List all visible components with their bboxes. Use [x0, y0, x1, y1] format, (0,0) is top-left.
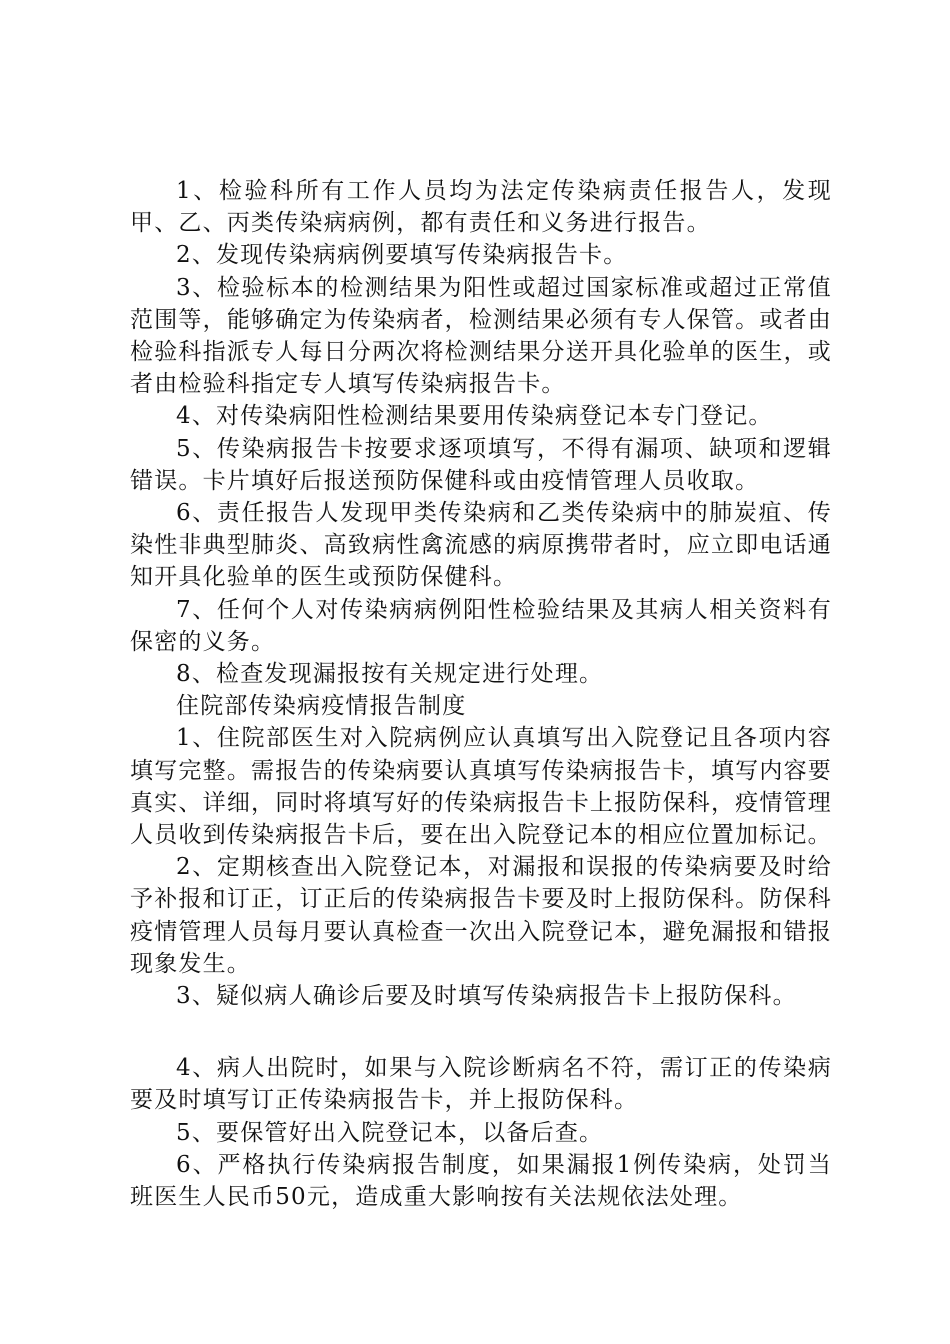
paragraph-lab-item-6: 6、责任报告人发现甲类传染病和乙类传染病中的肺炭疽、传染性非典型肺炎、高致病性禽流感的病原携带者时，应立即电话通知开具化验单的医生或预防保健科。 — [130, 500, 832, 591]
paragraph-ward-item-2: 2、定期核查出入院登记本，对漏报和误报的传染病要及时给予补报和订正，订正后的传染病报告卡要及时上报防保科。防保科疫情管理人员每月要认真检查一次出入院登记本，避免漏报和错报现象发生。 — [130, 854, 832, 977]
paragraph-lab-item-3: 3、检验标本的检测结果为阳性或超过国家标准或超过正常值范围等，能够确定为传染病者，检测结果必须有专人保管。或者由检验科指派专人每日分两次将检测结果分送开具化验单的医生，或者由检验科指定专人填写传染病报告卡。 — [130, 274, 832, 398]
paragraph-ward-item-3: 3、疑似病人确诊后要及时填写传染病报告卡上报防保科。 — [176, 983, 797, 1010]
paragraph-lab-item-4: 4、对传染病阳性检测结果要用传染病登记本专门登记。 — [176, 403, 773, 430]
blank-line — [130, 1012, 832, 1052]
paragraph-ward-item-6: 6、严格执行传染病报告制度，如果漏报1例传染病，处罚当班医生人民币50元，造成重大影响按有关法规依法处理。 — [130, 1151, 832, 1211]
paragraph-ward-item-5: 5、要保管好出入院登记本，以备后查。 — [176, 1119, 604, 1146]
paragraph-lab-item-8: 8、检查发现漏报按有关规定进行处理。 — [176, 661, 604, 688]
paragraph-lab-item-7: 7、任何个人对传染病病例阳性检验结果及其病人相关资料有保密的义务。 — [130, 596, 832, 655]
paragraph-lab-item-5: 5、传染病报告卡按要求逐项填写，不得有漏项、缺项和逻辑错误。卡片填好后报送预防保健科或由疫情管理人员收取。 — [130, 435, 832, 494]
paragraph-lab-item-2: 2、发现传染病病例要填写传染病报告卡。 — [176, 242, 628, 269]
paragraph-ward-item-1: 1、住院部医生对入院病例应认真填写出入院登记且各项内容填写完整。需报告的传染病要认真填写传染病报告卡，填写内容要真实、详细，同时将填写好的传染病报告卡上报防保科，疫情管理人员收到传染病报告卡后，要在出入院登记本的相应位置加标记。 — [130, 725, 832, 849]
section-heading: 住院部传染病疫情报告制度 — [176, 693, 467, 720]
paragraph-ward-item-4: 4、病人出院时，如果与入院诊断病名不符，需订正的传染病要及时填写订正传染病报告卡，并上报防保科。 — [130, 1055, 832, 1114]
document-body — [130, 175, 832, 1213]
paragraph-lab-item-1: 1、检验科所有工作人员均为法定传染病责任报告人，发现甲、乙、丙类传染病病例，都有责任和义务进行报告。 — [130, 178, 832, 237]
